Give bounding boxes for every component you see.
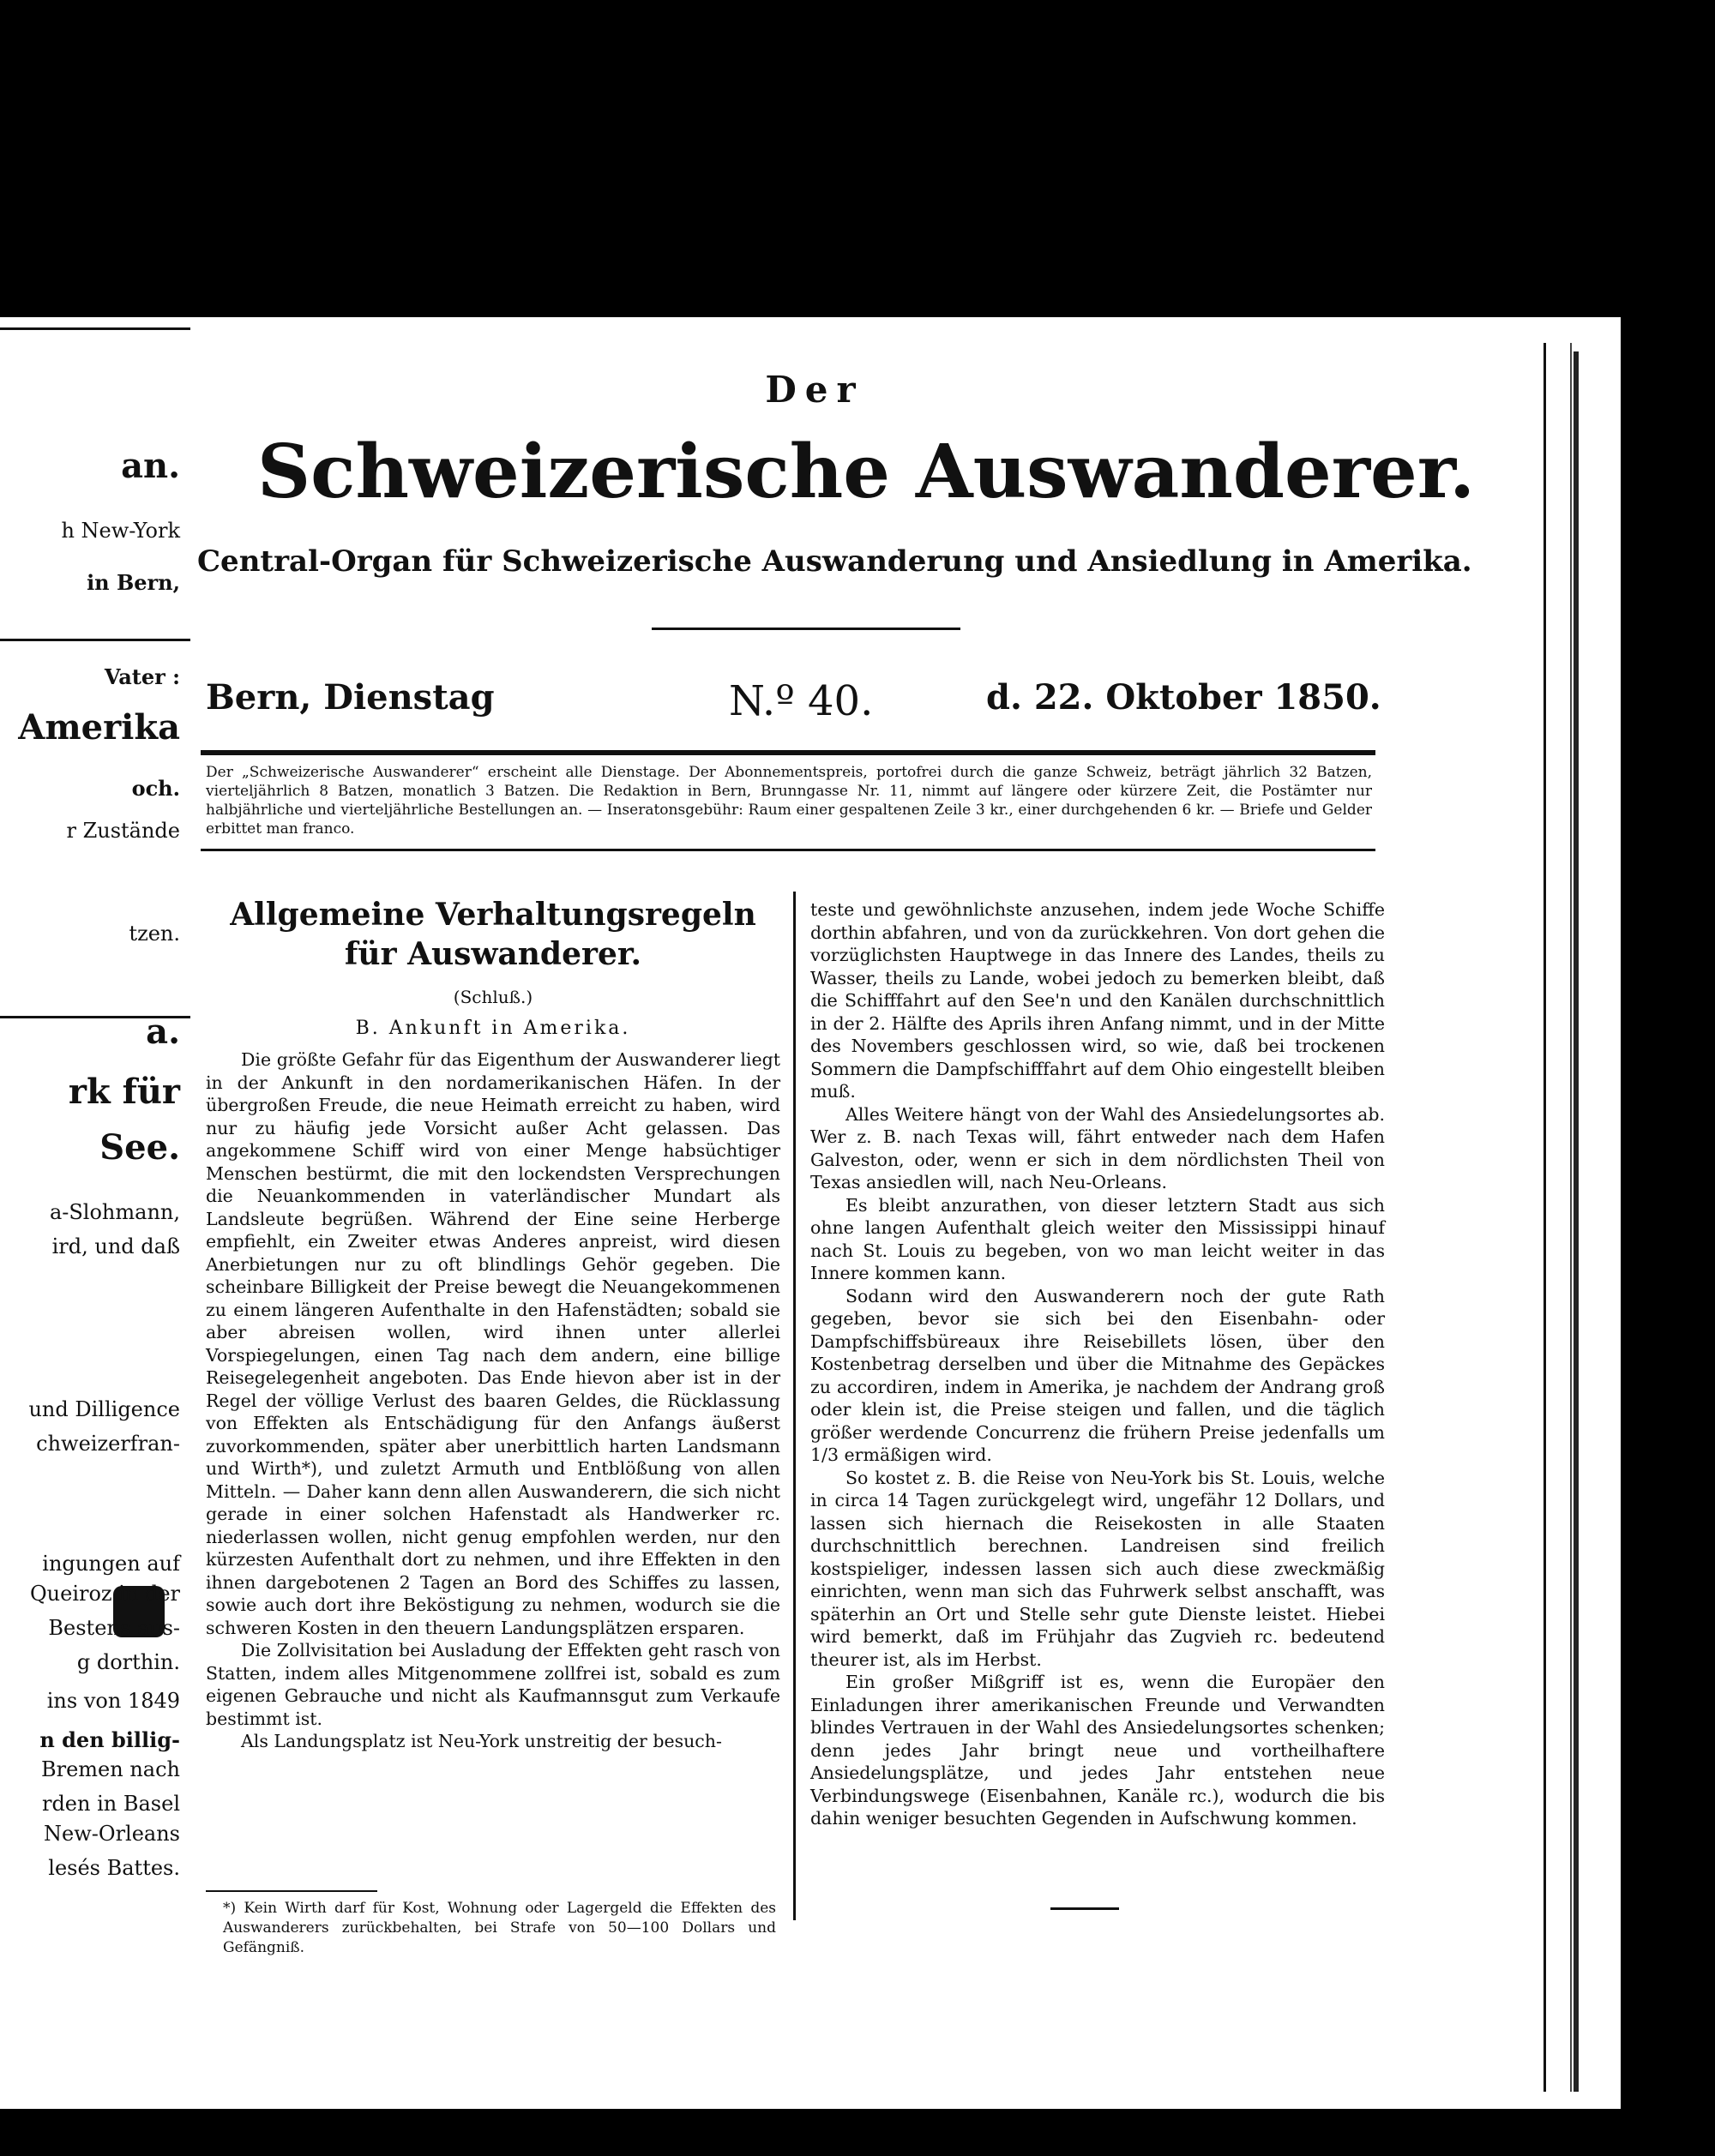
left-page-line: ird, und daß bbox=[51, 1234, 180, 1258]
dateline-place-day: Bern, Dienstag bbox=[206, 677, 495, 718]
left-page-line: rk für bbox=[68, 1072, 180, 1112]
paragraph: Alles Weitere hängt von der Wahl des Ansiedelungsortes ab. Wer z. B. nach Texas will, fährt entweder nach dem Hafen Galveston, oder, wenn er sich in dem nördlichsten Theil von Texas ansiedlen will, nach Neu-Orleans. bbox=[810, 1103, 1385, 1192]
left-page-line: Bestens aus- bbox=[48, 1616, 180, 1640]
notice-rule bbox=[201, 849, 1375, 851]
left-rule bbox=[0, 327, 190, 330]
left-page-line: a. bbox=[146, 1012, 180, 1052]
left-page-line: a-Slohmann, bbox=[49, 1200, 180, 1224]
article-title: Allgemeine Verhaltungsregeln für Auswanderer. bbox=[230, 897, 756, 972]
masthead-title: Schweizerische Auswanderer. bbox=[257, 429, 1476, 515]
page-edge-shadow bbox=[1574, 351, 1579, 2092]
paragraph: Die Zollvisitation bei Ausladung der Effekten geht rasch von Statten, indem alles Mitgenommene zollfrei ist, sobald es zum eigenen Gebrauche und nicht als Kaufmannsgut zum Verkaufe bestimmt ist. bbox=[206, 1640, 780, 1729]
left-page-line: Amerika bbox=[18, 707, 180, 748]
scan-border-right bbox=[1621, 0, 1715, 2156]
scan-border-top bbox=[0, 0, 1715, 317]
section-heading: B. Ankunft in Amerika. bbox=[355, 1017, 631, 1039]
left-page-line: New-Orleans bbox=[44, 1822, 180, 1846]
article-end-rule bbox=[1050, 1907, 1119, 1910]
footnote: *) Kein Wirth darf für Kost, Wohnung oder Lagergeld die Effekten des Auswanderers zurückbehalten, bei Strafe von 50—100 Dollars und Gefängniß. bbox=[223, 1900, 776, 1956]
left-page-line: Bremen nach bbox=[40, 1757, 180, 1781]
left-page-line: h New-York bbox=[61, 519, 180, 543]
column-divider bbox=[793, 892, 796, 1920]
page-edge bbox=[1544, 343, 1572, 2092]
masthead-rule bbox=[652, 628, 960, 630]
left-page-line: ins von 1849 bbox=[46, 1689, 180, 1713]
left-page-line: r Zustände bbox=[66, 819, 180, 843]
left-page-line: an. bbox=[121, 446, 180, 486]
left-page-line: chweizerfran- bbox=[36, 1432, 180, 1456]
paragraph: Ein großer Mißgriff ist es, wenn die Europäer den Einladungen ihrer amerikanischen Freunde und Verwandten blindes Vertrauen in der Wahl des Ansiedelungsortes schenken; denn jedes Jahr bringt neue und vortheilhaftere Ansiedelungsplätze, und jedes Jahr entstehen neue Verbindungswege (Eisenbahnen, Kanäle rc.), wodurch die bis dahin weniger besuchten Gegenden in Aufschwung kommen. bbox=[810, 1672, 1385, 1829]
left-page-line: Vater : bbox=[104, 664, 180, 689]
article-continuation-note: (Schluß.) bbox=[453, 987, 533, 1007]
footnote-rule bbox=[206, 1890, 377, 1892]
subscription-notice: Der „Schweizerische Auswanderer“ erscheint alle Dienstage. Der Abonnementspreis, portofrei durch die ganze Schweiz, beträgt jährlich 32 Batzen, vierteljährlich 8 Batzen, monatlich 3 Batzen. Die Redaktion in Bern, Brunngasse Nr. 11, nimmt auf längere oder kürzere Zeit, die Postämter nur halbjährliche und vierteljährliche Bestellungen an. — Inseratonsgebühr: Raum einer gespaltenen Zeile 3 kr., einer durchgehenden 6 kr. — Briefe und Gelder erbittet man franco. bbox=[206, 764, 1372, 838]
masthead-article: Der bbox=[765, 369, 864, 411]
left-page-line: Queiroz in der bbox=[29, 1582, 180, 1606]
issue-date: d. 22. Oktober 1850. bbox=[986, 677, 1381, 718]
masthead-subtitle: Central-Organ für Schweizerische Auswanderung und Ansiedlung in Amerika. bbox=[197, 544, 1472, 579]
left-page-line: lesés Battes. bbox=[48, 1856, 180, 1880]
left-rule bbox=[0, 639, 190, 641]
dateline-rule bbox=[201, 750, 1375, 755]
paragraph: Sodann wird den Auswanderern noch der gute Rath gegeben, bevor sie sich bei den Eisenbahn- oder Dampfschiffsbüreaux ihre Reisebillets lösen, über den Kostenbetrag derselben und über die Mitnahme des Gepäckes zu accordiren, indem in Amerika, je nachdem der Andrang groß oder klein ist, die Preise steigen und fallen, und die täglich größer werdende Concurrenz die frühern Preise jedenfalls um 1/3 ermäßigen wird. bbox=[810, 1285, 1385, 1465]
left-page-line: och. bbox=[131, 776, 180, 801]
left-page-line: und Dilligence bbox=[28, 1397, 180, 1421]
scan-border-bottom bbox=[0, 2109, 1715, 2156]
left-page-line: See. bbox=[99, 1127, 180, 1168]
left-page-fragment bbox=[0, 317, 190, 2109]
paragraph: So kostet z. B. die Reise von Neu-York bis St. Louis, welche in circa 14 Tagen zurückgelegt wird, ungefähr 12 Dollars, und lassen sich hiernach die Reisekosten in alle Staaten durchschnittlich berechnen. Landreisen sind freilich kostspieliger, indessen lassen sich auch diese zweckmäßig einrichten, wenn man sich das Fuhrwerk selbst anschafft, was späterhin an Ort und Stelle sehr gute Dienste leistet. Hiebei wird bemerkt, daß im Frühjahr das Zugvieh rc. bedeutend theurer ist, als im Herbst. bbox=[810, 1467, 1385, 1670]
left-page-line: g dorthin. bbox=[76, 1650, 180, 1674]
paragraph: Die größte Gefahr für das Eigenthum der Auswanderer liegt in der Ankunft in den nordamerikanischen Häfen. In der übergroßen Freude, die neue Heimath erreicht zu haben, wird nur zu häufig jede Vorsicht außer Acht gelassen. Das angekommene Schiff wird von einer Menge habsüchtiger Menschen bestürmt, die mit den lockendsten Versprechungen die Neuankommenden in vaterländischer Mundart als Landsleute begrüßen. Während der Eine seine Herberge empfiehlt, ein Zweiter etwas Anderes anpreist, wird diesen Anerbietungen nur zu oft blindlings Gehör gegeben. Die scheinbare Billigkeit der Preise bewegt die Neuangekommenen zu einem längeren Aufenthalte in den Hafenstädten; sobald sie aber abreisen wollen, wird ihnen unter allerlei Vorspiegelungen, einen Tag nach dem andern, eine billige Reisegelegenheit angeboten. Das Ende hievon aber ist in der Regel der völlige Verlust des baaren Geldes, die Rücklassung von Effekten als Entschädigung für den Anfangs äußerst zuvorkommenden, später aber unerbittlich harten Landsmann und Wirth*), und zuletzt Armuth und Entblößung von allen Mitteln. — Daher kann denn allen Auswanderern, die sich nicht gerade in einer solchen Hafenstadt als Handwerker rc. niederlassen wollen, nicht genug empfohlen werden, nur den kürzesten Aufenthalt dort zu nehmen, und ihre Effekten in den ihnen dargebotenen 2 Tagen an Bord des Schiffes zu lassen, sowie auch dort ihre Beköstigung zu nehmen, wodurch sie die schweren Kosten in den theuern Landungsplätzen ersparen. bbox=[206, 1049, 780, 1638]
left-page-line: tzen. bbox=[129, 922, 180, 946]
paragraph: Es bleibt anzurathen, von dieser letztern Stadt aus sich ohne langen Aufenthalt gleich weiter den Mississippi hinauf nach St. Louis zu begeben, von wo man leicht weiter in das Innere kommen kann. bbox=[810, 1194, 1385, 1283]
article-column-right bbox=[810, 898, 1385, 1830]
issue-number: N.º 40. bbox=[729, 677, 874, 725]
paragraph: teste und gewöhnlichste anzusehen, indem jede Woche Schiffe dorthin abfahren, und von da zurückkehren. Von dort gehen die vorzüglichsten Hauptwege in das Innere des Landes, theils zu Wasser, theils zu Lande, wobei jedoch zu bemerken bleibt, daß die Schifffahrt auf den See'n und den Kanälen durchschnittlich in der 2. Hälfte des Aprils ihren Anfang nimmt, und in der Mitte des Novembers geschlossen wird, so wie, daß bei trockenen Sommern die Dampfschifffahrt auf dem Ohio eingestellt bleiben muß. bbox=[810, 899, 1385, 1102]
paragraph: Als Landungsplatz ist Neu-York unstreitig der besuch- bbox=[241, 1731, 722, 1751]
left-page-line: rden in Basel bbox=[41, 1792, 180, 1816]
left-page-line: n den billig- bbox=[39, 1727, 180, 1752]
left-page-line: in Bern, bbox=[87, 570, 180, 595]
article-column-left bbox=[206, 892, 780, 1753]
left-page-line: ingungen auf bbox=[42, 1552, 180, 1576]
